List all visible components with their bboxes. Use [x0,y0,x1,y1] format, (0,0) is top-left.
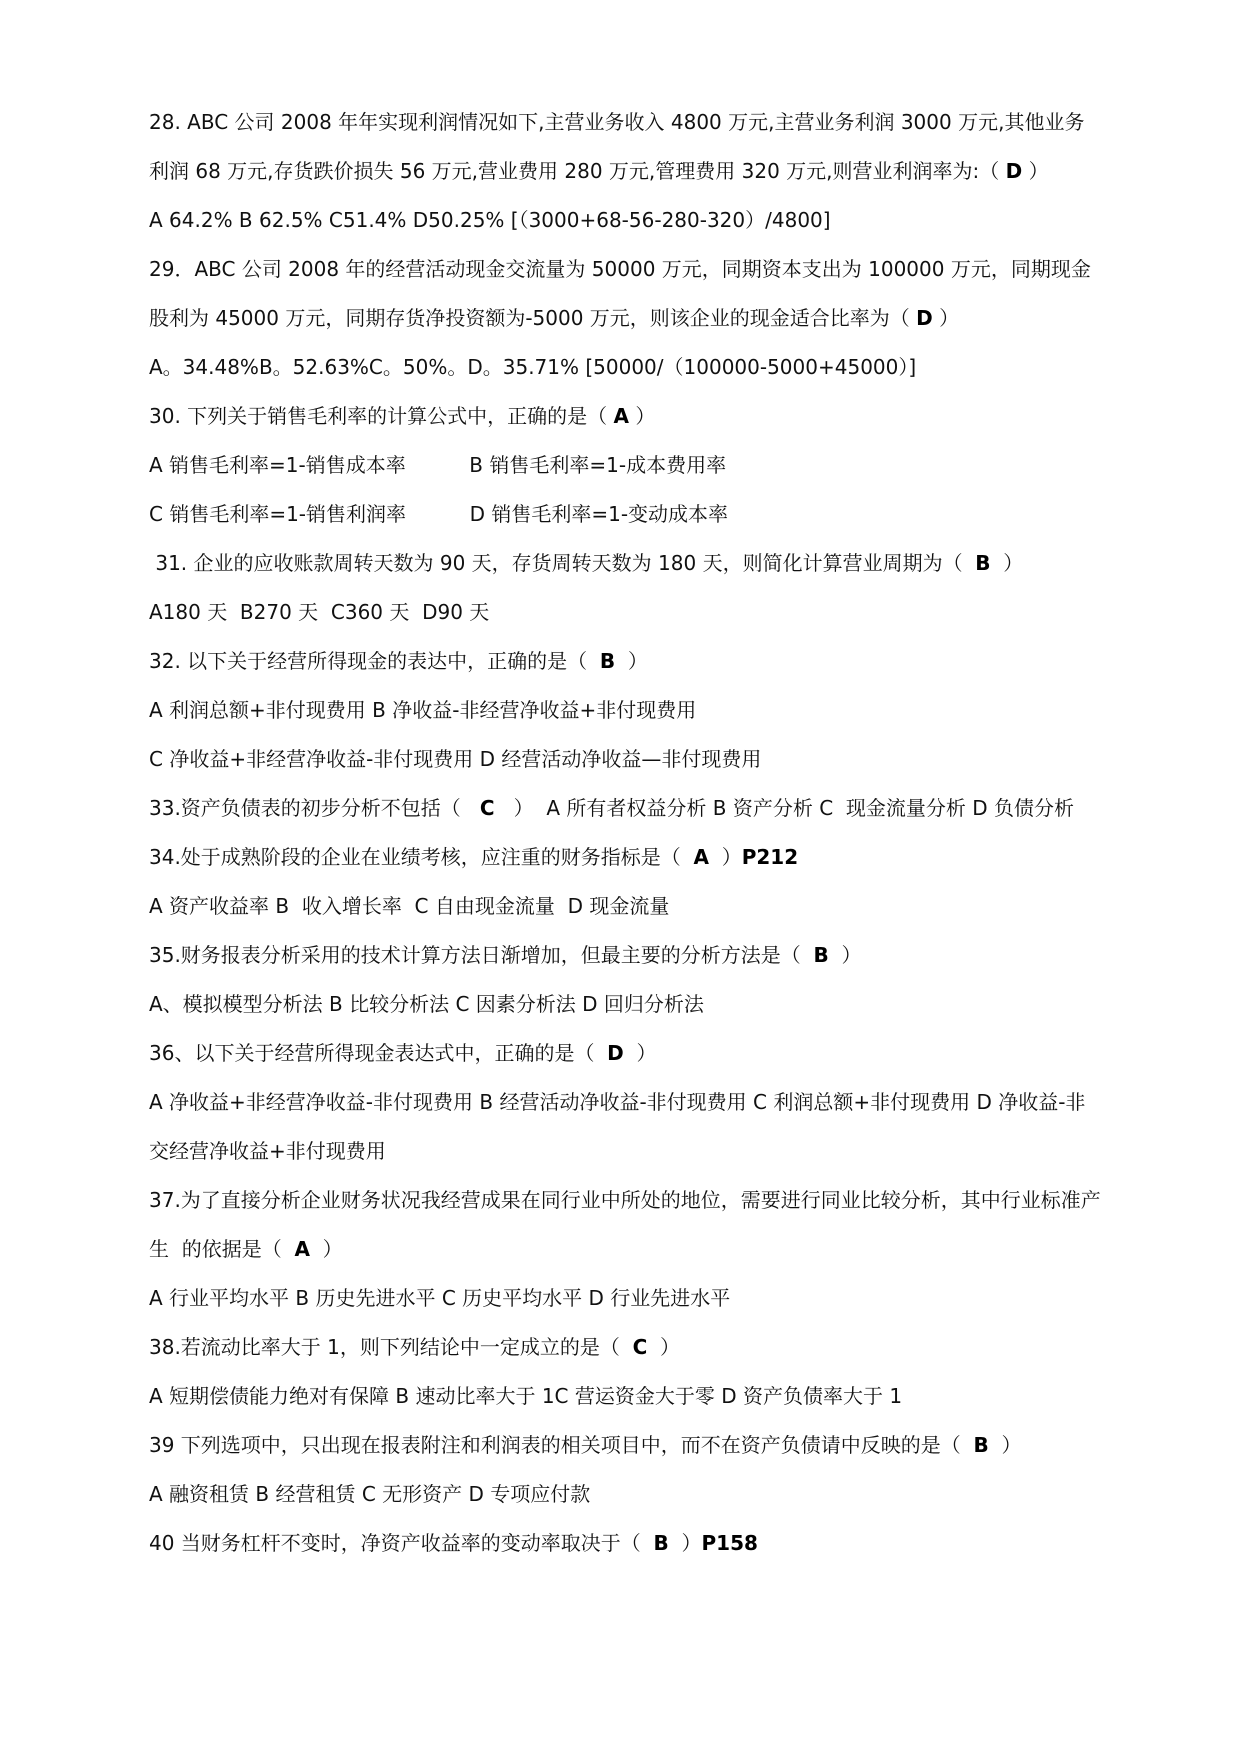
question-text: 36、以下关于经营所得现金表达式中，正确的是（ [149,1041,608,1065]
answer-letter: D [1005,159,1023,183]
question-37-stem [149,1176,1103,1274]
question-30-options-1: A 销售毛利率=1-销售成本率 B 销售毛利率=1-成本费用率 [149,453,727,477]
question-39-stem [149,1421,1103,1470]
question-text: ） [932,306,960,330]
answer-letter: A [693,845,710,869]
question-text: 40 当财务杠杆不变时，净资产收益率的变动率取决于（ [149,1531,654,1555]
question-35-options: A、模拟模型分析法 B 比较分析法 C 因素分析法 D 回归分析法 [149,992,704,1016]
question-text: 29．ABC 公司 2008 年的经营活动现金交流量为 50000 万元，同期资本支出为 100000 万元，同期现金股利为 45000 万元，同期存货净投资额为-5000 万元，则该企业的现金适合比率为（ [149,257,1091,330]
answer-letter: B [975,551,991,575]
question-text: 33.资产负债表的初步分析不包括（ [149,796,480,820]
question-text: ） [623,1041,657,1065]
question-text: ） [988,1433,1022,1457]
question-list [149,98,1103,1568]
answer-letter: B [813,943,829,967]
answer-letter: B [653,1531,669,1555]
question-text: 39 下列选项中，只出现在报表附注和利润表的相关项目中，而不在资产负债请中反映的是（ [149,1433,974,1457]
question-text: 34.处于成熟阶段的企业在业绩考核，应注重的财务指标是（ [149,845,694,869]
question-text: ） A 所有者权益分析 B 资产分析 C 现金流量分析 D 负债分析 [494,796,1074,820]
page-reference: P158 [701,1531,758,1555]
page-reference: P212 [741,845,799,869]
question-32-options-1: A 利润总额+非付现费用 B 净收益-非经营净收益+非付现费用 [149,698,697,722]
answer-letter: B [973,1433,989,1457]
question-38-options: A 短期偿债能力绝对有保障 B 速动比率大于 1C 营运资金大于零 D 资产负债率大于 1 [149,1384,903,1408]
answer-letter: C [632,1335,648,1359]
question-28-stem [149,98,1103,196]
question-34-stem [149,833,1103,882]
question-36-stem [149,1029,1103,1078]
question-text: ） [1022,159,1049,183]
question-40-stem [149,1519,1103,1568]
answer-letter: D [607,1041,624,1065]
question-text: ） [709,845,742,869]
question-text: ） [668,1531,702,1555]
answer-letter: A [294,1237,310,1261]
question-31-options: A180 天 B270 天 C360 天 D90 天 [149,600,490,624]
question-37-options: A 行业平均水平 B 历史先进水平 C 历史平均水平 D 行业先进水平 [149,1286,731,1310]
question-text: ） [629,404,656,428]
question-28-options: A 64.2% B 62.5% C51.4% D50.25% [（3000+68-56-280-320）/4800] [149,208,831,232]
question-text: 31. 企业的应收账款周转天数为 90 天，存货周转天数为 180 天，则简化计算营业周期为（ [149,551,976,575]
question-32-stem [149,637,1103,686]
question-text: 32. 以下关于经营所得现金的表达中，正确的是（ [149,649,600,673]
question-text: 37.为了直接分析企业财务状况我经营成果在同行业中所处的地位，需要进行同业比较分析，其中行业标准产生 的依据是（ [149,1188,1101,1261]
answer-letter: B [599,649,616,673]
question-32-options-2: C 净收益+非经营净收益-非付现费用 D 经营活动净收益—非付现费用 [149,747,762,771]
question-text: ） [647,1335,681,1359]
question-text: 30. 下列关于销售毛利率的计算公式中，正确的是（ [149,404,614,428]
answer-letter: A [613,404,630,428]
question-36-options: A 净收益+非经营净收益-非付现费用 B 经营活动净收益-非付现费用 C 利润总额+非付现费用 D 净收益-非交经营净收益+非付现费用 [149,1090,1086,1163]
question-30-options-2: C 销售毛利率=1-销售利润率 D 销售毛利率=1-变动成本率 [149,502,729,526]
question-30-stem [149,392,1103,441]
question-29-options: A。34.48%B。52.63%C。50%。D。35.71% [50000/（100000-5000+45000）] [149,355,917,379]
question-31-stem [149,539,1103,588]
question-39-options: A 融资租赁 B 经营租赁 C 无形资产 D 专项应付款 [149,1482,591,1506]
answer-letter: C [479,796,495,820]
question-34-options: A 资产收益率 B 收入增长率 C 自由现金流量 D 现金流量 [149,894,670,918]
question-text: ） [309,1237,343,1261]
question-text: 35.财务报表分析采用的技术计算方法日渐增加，但最主要的分析方法是（ [149,943,814,967]
question-text: ） [990,551,1024,575]
question-text: ） [615,649,648,673]
question-text: 38.若流动比率大于 1，则下列结论中一定成立的是（ [149,1335,633,1359]
question-text: ） [828,943,862,967]
question-33-stem [149,784,1103,833]
question-29-stem [149,245,1103,343]
question-35-stem [149,931,1103,980]
question-38-stem [149,1323,1103,1372]
answer-letter: D [916,306,933,330]
question-text: 28. ABC 公司 2008 年年实现利润情况如下,主营业务收入 4800 万元,主营业务利润 3000 万元,其他业务利润 68 万元,存货跌价损失 56 万元,营业费用 280 万元,管理费用 320 万元,则营业利润率为:（ [149,110,1085,183]
